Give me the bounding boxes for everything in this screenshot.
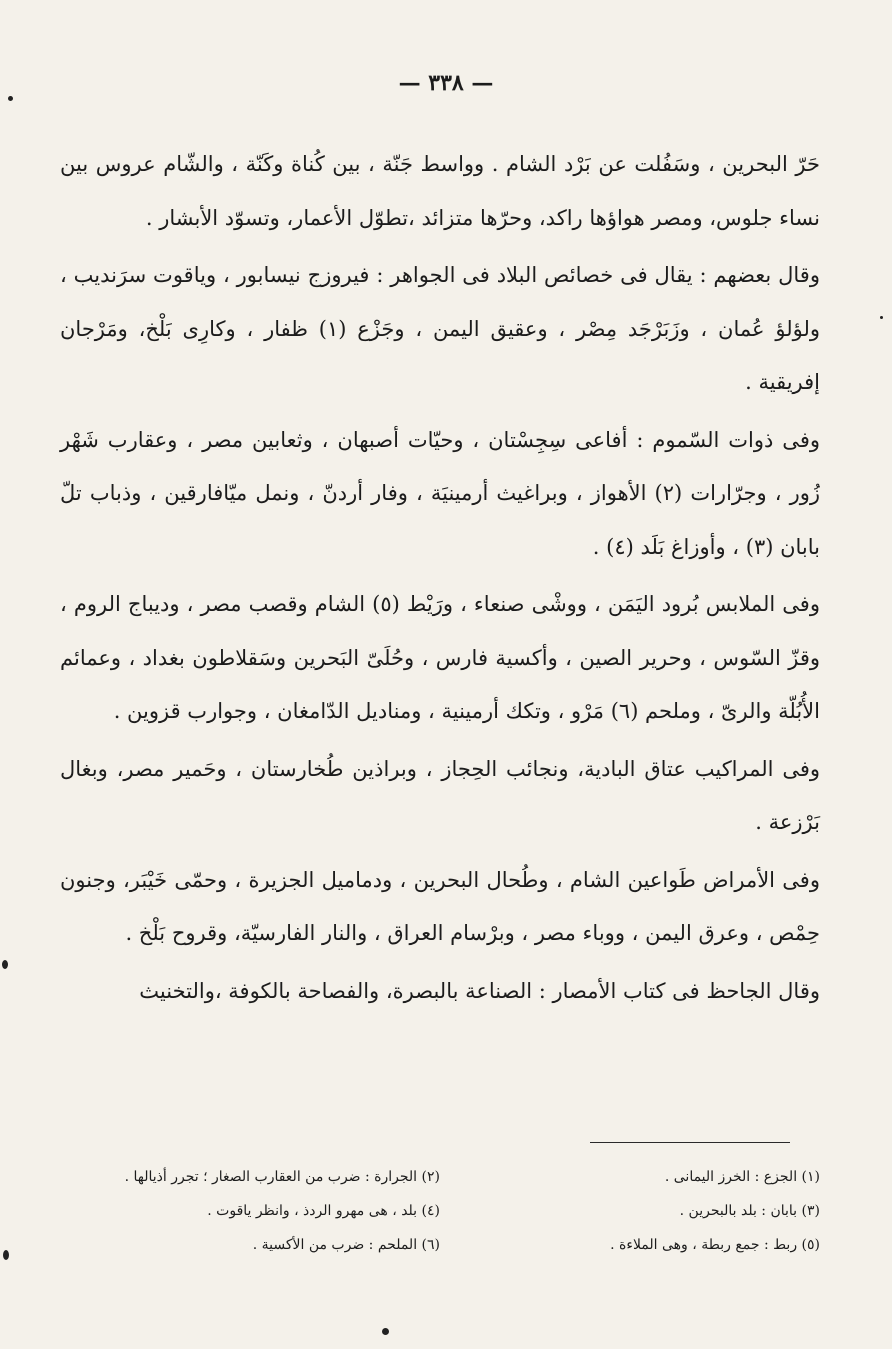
footnote-divider — [590, 1142, 790, 1143]
paragraph: وفى ذوات السّموم : أفاعى سِجِسْتان ، وحيّات أصبهان ، وثعابين مصر ، وعقارب شَهْر زُور ، وجرّارات (٢) الأهواز ، وبراغيث أرمينيَة ، وفار أردنّ ، ونمل ميّافارقين ، وذباب تلّ بابان (٣) ، وأوزاغ بَلَد (٤) . — [60, 427, 820, 559]
footnotes — [60, 1160, 820, 1262]
main-text — [60, 138, 820, 1022]
paragraph: وفى الملابس بُرود اليَمَن ، ووشْى صنعاء ، ورَيْط (٥) الشام وقصب مصر ، وديباج الروم ، وقزّ السّوس ، وحرير الصين ، وأكسية فارس ، وحُلَىّ البَحرين وسَقلاطون بغداد ، وعمائم الأُبُلّة والرىّ ، وملحم (٦) مَرْو ، وتكك أرمينية ، ومناديل الدّامغان ، وجوارب قزوين . — [60, 592, 820, 723]
scan-speck — [8, 96, 13, 101]
paragraph: حَرّ البحرين ، وسَفُلت عن بَرْد الشام . وواسط جَنّة ، بين كُناة وكَنّة ، والشّام عروس بين نساء جلوس، ومصر هواؤها راكد، وحرّها متزائد ،تطوّل الأعمار، وتسوّد الأبشار . — [60, 152, 820, 230]
footnote: (١) الجزع : الخرز اليمانى . — [664, 1169, 820, 1185]
scan-speck — [880, 316, 883, 319]
footnote-row — [60, 1228, 820, 1262]
paragraph: وفى المراكيب عتاق البادية، ونجائب الحِجاز ، وبراذين طُخارستان ، وحَمير مصر، وبغال بَرْزعة . — [60, 756, 820, 834]
paragraph: وفى الأمراض طَواعين الشام ، وطُحال البحرين ، ودماميل الجزيرة ، وحمّى خَيْبَر، وجنون حِمْص ، وعرق اليمن ، ووباء مصر ، وبرْسام العراق ، والنار الفارسيّة، وقروح بَلْخ . — [60, 867, 820, 945]
scan-speck — [2, 960, 8, 969]
footnote: (٥) ربط : جمع ربطة ، وهى الملاءة . — [610, 1237, 820, 1253]
footnote: (٦) الملحم : ضرب من الأكسية . — [252, 1237, 440, 1253]
footnote: (٤) بلد ، هى مهرو الردذ ، وانظر ياقوت . — [207, 1203, 440, 1219]
paragraph: وقال بعضهم : يقال فى خصائص البلاد فى الجواهر : فيروزج نيسابور ، وياقوت سرَنديب ، ولؤلؤ عُمان ، وزَبَرْجَد مِصْر ، وعقيق اليمن ، وجَزْع (١) ظفار ، وكارِى بَلْخ، ومَرْجان إفريقية . — [60, 263, 820, 394]
footnote: (٣) بابان : بلد بالبحرين . — [679, 1203, 820, 1219]
paragraph: وقال الجاحظ فى كتاب الأمصار : الصناعة بالبصرة، والفصاحة بالكوفة ،والتخنيث — [139, 978, 820, 1003]
scan-speck — [382, 1328, 389, 1335]
scan-speck — [3, 1250, 9, 1260]
footnote: (٢) الجرارة : ضرب من العقارب الصغار ؛ تجرر أذيالها . — [124, 1169, 440, 1185]
footnote-row — [60, 1194, 820, 1228]
footnote-row — [60, 1160, 820, 1194]
page-number: — ٣٣٨ — — [398, 70, 494, 96]
